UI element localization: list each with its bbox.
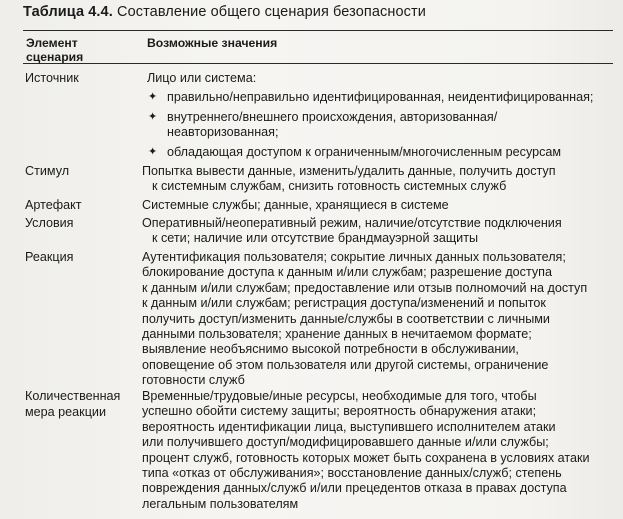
row-description [147, 71, 617, 164]
list-item: ✦ обладающая доступом к ограниченным/многочисленным ресурсам [148, 144, 562, 159]
header-element-line2: сценария [26, 50, 84, 64]
bullet-icon: ✦ [148, 91, 158, 104]
source-bullet-list [147, 90, 617, 160]
row-term: Условия [25, 216, 74, 230]
row-description: Аутентификация пользователя; сокрытие личных данных пользователя; блокирование доступа к данным и/или службам; разрешение доступа к данным и/или службам; предоставление или отзыв полномочий на доступ к данным и/или службам; регистрация доступа/изменений и попыток получить доступ/изменить данные/службы в соответствии с личными данными пользователя; хранение данных в нечитаемом формате; выявление необъяснимо высокой потребности в обслуживании, оповещение об этом пользователя или другой системы, ограничение готовности служб [142, 250, 588, 388]
row-description: Системные службы; данные, хранящиеся в системе [142, 198, 449, 212]
row-description: Оперативный/неоперативный режим, наличие/отсутствие подключения к сети; наличие или отсутствие брандмауэрной защиты [142, 216, 562, 246]
table-top-rule [23, 30, 613, 31]
list-item: ✦ правильно/неправильно идентифицированная, неидентифицированная; [148, 90, 594, 105]
table-caption-label: Таблица 4.4. [23, 4, 113, 20]
row-description: Попытка вывести данные, изменить/удалить данные, получить доступ к системным службам, снизить готовность системных служб [142, 164, 556, 194]
header-element-line1: Элемент [26, 36, 78, 50]
bullet-icon: ✦ [148, 145, 158, 158]
row-term: Реакция [25, 250, 74, 264]
list-item: ✦ внутреннего/внешнего происхождения, авторизованная/ неавторизованная; [148, 109, 498, 140]
header-values-column: Возможные значения [147, 36, 278, 50]
header-element-column [26, 36, 136, 64]
row-description: Временные/трудовые/иные ресурсы, необходимые для того, чтобы успешно обойти систему защиты; вероятность обнаружения атаки; вероятность идентификации лица, выступившего исполнителем атаки или получившего доступ/модифицировавшего данные и/или службы; процент служб, готовность которых может быть сохранена в условиях атаки типа «отказ от обслуживания»; восстановление данных/служб; степень повреждения данных/служб и/или прецедентов отказа в правах доступа легальным пользователям [142, 389, 590, 511]
bullet-icon: ✦ [148, 110, 158, 123]
row-term: Артефакт [25, 198, 82, 212]
table-header-rule [23, 63, 613, 64]
table-caption-text: Составление общего сценария безопасности [117, 4, 426, 20]
row-term: Источник [25, 71, 79, 85]
source-intro: Лицо или система: [147, 71, 257, 85]
row-term-line1: Количественная [25, 389, 121, 403]
row-term [25, 389, 143, 420]
table-caption [23, 4, 426, 20]
row-term-line2: мера реакции [25, 404, 106, 419]
row-term: Стимул [25, 164, 70, 178]
